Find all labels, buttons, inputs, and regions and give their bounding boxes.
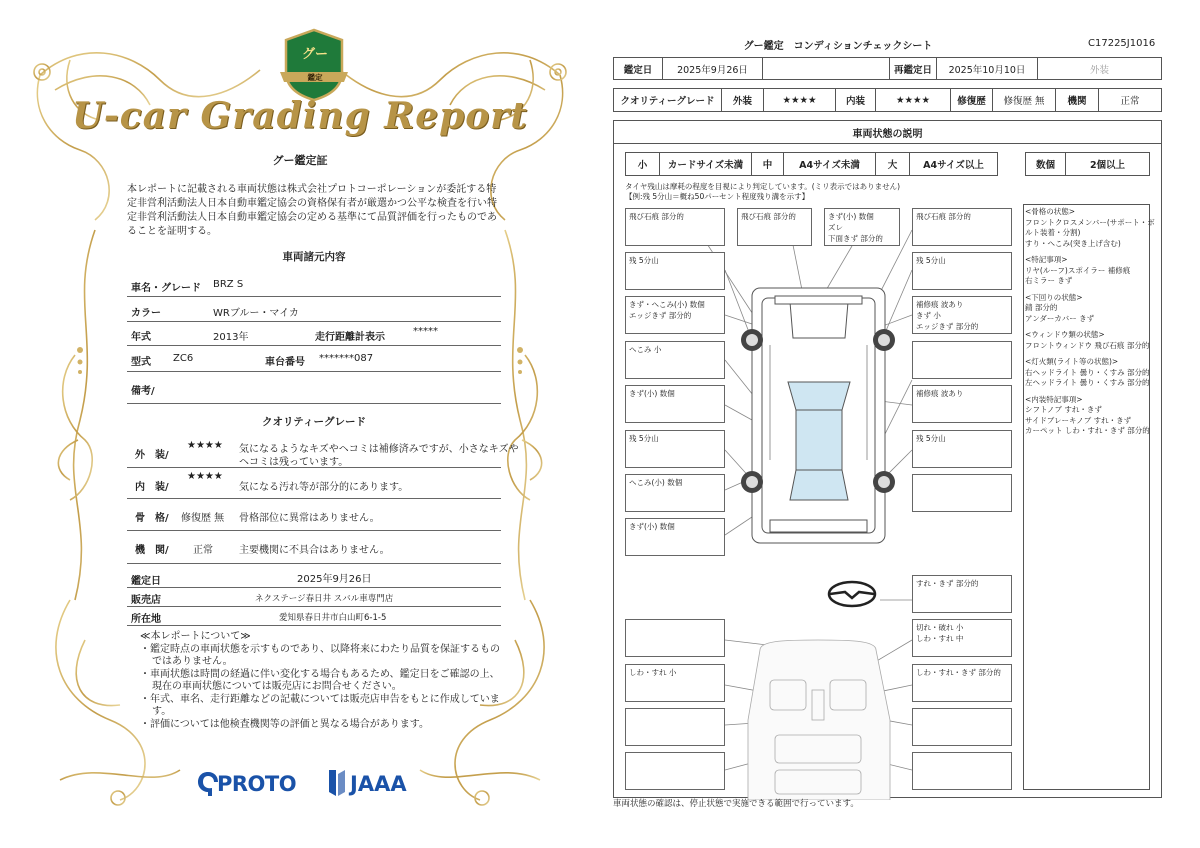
notes-line: シフトノブ すれ・きず bbox=[1025, 405, 1102, 414]
damage-label-front-left bbox=[625, 208, 725, 246]
exterior-desc-1: 気になるようなキズやヘコミは補修済みですが、小さなキズや bbox=[239, 444, 519, 455]
spec-heading: 車両諸元内容 bbox=[282, 251, 346, 263]
q-int-stars: ★★★★ bbox=[876, 89, 951, 111]
damage-text: しわ・すれ・きず 部分的 bbox=[916, 668, 1001, 677]
tire-label-front-right bbox=[912, 252, 1012, 290]
q-repair-value: 修復歴 無 bbox=[993, 89, 1056, 111]
spec-row-color bbox=[127, 297, 501, 322]
notes-interior bbox=[1025, 395, 1161, 437]
report-notes bbox=[140, 631, 500, 731]
exterior-stars: ★★★★ bbox=[187, 440, 223, 451]
spec-row-year bbox=[127, 322, 501, 346]
damage-text: へこみ(小) 数個 bbox=[629, 478, 683, 487]
damage-text: 切れ・破れ 小 bbox=[916, 623, 964, 632]
info-row-address bbox=[127, 607, 501, 626]
color-label: カラー bbox=[131, 308, 161, 319]
damage-text: 残 5分山 bbox=[629, 434, 659, 443]
steering-wheel-icon bbox=[829, 582, 875, 606]
damage-text: きず(小) 数個 bbox=[828, 212, 874, 221]
frame-label: 骨 格/ bbox=[135, 513, 169, 524]
date-value: 2025年9月26日 bbox=[297, 574, 372, 585]
document-number: C17225J1016 bbox=[1088, 38, 1156, 49]
q-repair-label: 修復歴 bbox=[951, 89, 993, 111]
remarks-label: 備考/ bbox=[131, 386, 155, 397]
damage-text: しわ・すれ 中 bbox=[916, 634, 964, 643]
proto-logo: PROTO bbox=[217, 772, 297, 796]
damage-text: 残 5分山 bbox=[629, 256, 659, 265]
year-value: 2013年 bbox=[213, 332, 249, 343]
notes-line: サイドブレーキノブ すれ・きず bbox=[1025, 415, 1132, 425]
damage-text: きず 小 bbox=[916, 311, 941, 320]
damage-label-rear-bumper bbox=[625, 518, 725, 556]
odometer-value: ***** bbox=[413, 326, 438, 337]
spec-row-name bbox=[127, 272, 501, 297]
badge-text: グー bbox=[301, 47, 328, 62]
interior-label-driver-seat bbox=[912, 619, 1012, 657]
size-small-desc: カードサイズ未満 bbox=[660, 153, 752, 175]
interior-label-passenger-seat bbox=[625, 664, 725, 702]
damage-text: きず・へこみ(小) 数個 bbox=[629, 300, 705, 309]
inspection-date-row bbox=[613, 57, 1162, 80]
notes-group-head: <ウィンドウ類の状態> bbox=[1025, 330, 1105, 339]
quality-heading: クオリティーグレード bbox=[262, 416, 366, 428]
jaaa-logo: JAAA bbox=[350, 772, 407, 796]
tire-note: タイヤ残山は摩耗の程度を目視により判定しています。(ミリ表示ではありません) bbox=[625, 182, 901, 191]
damage-label-right-fender bbox=[912, 296, 1012, 334]
notes-underbody bbox=[1025, 293, 1161, 325]
info-row-date bbox=[127, 568, 501, 588]
engine-label: 機 関/ bbox=[135, 545, 169, 556]
note-item: ・評価については他検査機関等の評価と異なる場合があります。 bbox=[140, 718, 429, 730]
damage-text: すれ・きず 部分的 bbox=[916, 579, 979, 588]
interior-label-rear-left bbox=[625, 708, 725, 746]
q-ext-label: 外装 bbox=[722, 89, 764, 111]
notes-special bbox=[1025, 255, 1161, 287]
damage-text: 補修痕 波あり bbox=[916, 389, 964, 398]
year-label: 年式 bbox=[131, 332, 151, 343]
exterior-label: 外 装/ bbox=[135, 450, 169, 461]
damage-label-right-door bbox=[912, 341, 1012, 379]
chassis-label: 車台番号 bbox=[265, 357, 305, 368]
count-label: 数個 bbox=[1026, 153, 1066, 175]
notes-line: 右ヘッドライト 曇り・くすみ 部分的 bbox=[1025, 367, 1150, 377]
note-item: ・車両状態は時間の経過に伴い変化する場合もあるため、鑑定日をご確認の上、現在の車両状態については販売店にお問合せください。 bbox=[140, 668, 500, 692]
damage-text: 残 5分山 bbox=[916, 434, 946, 443]
name-label: 車名・グレード bbox=[131, 283, 201, 294]
notes-line: 左ヘッドライト 曇り・くすみ 部分的 bbox=[1025, 378, 1150, 387]
damage-label-left-fender bbox=[625, 296, 725, 334]
engine-value: 正常 bbox=[193, 545, 213, 556]
certificate-intro: 本レポートに記載される車両状態は株式会社プロトコーポレーションが委託する特定非営利活動法人日本自動車鑑定協会の資格保有者が厳選かつ公平な検査を行い特定非営利活動法人日本自動車鑑定協会の定める基準にて品質評価を行ったものであることを証明する。 bbox=[127, 184, 497, 237]
notes-line: カーペット しわ・すれ・きず 部分的 bbox=[1025, 426, 1150, 435]
reinspect-label: 再鑑定日 bbox=[890, 58, 937, 79]
name-value: BRZ S bbox=[213, 279, 244, 290]
damage-text: 飛び石痕 部分的 bbox=[629, 212, 684, 221]
size-small-label: 小 bbox=[626, 153, 660, 175]
damage-label-front-right bbox=[912, 208, 1012, 246]
frame-desc: 骨格部位に異常はありません。 bbox=[239, 513, 380, 524]
date-label: 鑑定日 bbox=[131, 576, 161, 587]
reinspect-value: 2025年10月10日 bbox=[937, 58, 1038, 79]
goo-badge-icon bbox=[280, 30, 348, 100]
damage-label-left-sill bbox=[625, 385, 725, 423]
spec-row-model bbox=[127, 346, 501, 372]
tire-label-rear-left bbox=[625, 430, 725, 468]
notes-windows bbox=[1025, 330, 1161, 351]
notes-line: 錆 部分的 bbox=[1025, 303, 1058, 312]
q-engine-label: 機関 bbox=[1056, 89, 1099, 111]
notes-group-head: <下回りの状態> bbox=[1025, 292, 1083, 302]
interior-stars: ★★★★ bbox=[187, 471, 223, 482]
script-title: U-car Grading Report bbox=[72, 95, 528, 137]
size-legend bbox=[625, 152, 998, 176]
tire-label-front-left bbox=[625, 252, 725, 290]
quality-row-exterior bbox=[127, 432, 519, 468]
quality-row-interior bbox=[127, 468, 501, 499]
inspect-value: 2025年9月26日 bbox=[663, 58, 763, 79]
damage-text: へこみ 小 bbox=[629, 345, 662, 354]
damage-label-rear-left bbox=[625, 474, 725, 512]
damage-label-steering bbox=[912, 575, 1012, 613]
dealer-label: 販売店 bbox=[131, 595, 161, 606]
car-top-view bbox=[752, 288, 885, 543]
sheet-title: グー鑑定 コンディションチェックシート bbox=[743, 41, 933, 52]
odometer-label: 走行距離計表示 bbox=[315, 332, 385, 343]
note-item: ・鑑定時点の車両状態を示すものであり、以降将来にわたり品質を保証するものではありません。 bbox=[140, 643, 500, 667]
damage-text: エッジきず 部分的 bbox=[916, 322, 979, 331]
interior-label-rear-right bbox=[912, 708, 1012, 746]
damage-text: 残 5分山 bbox=[916, 256, 946, 265]
damage-text: 補修痕 波あり bbox=[916, 300, 964, 309]
interior-diagram bbox=[748, 640, 890, 800]
count-desc: 2個以上 bbox=[1089, 160, 1126, 171]
size-large-desc: A4サイズ以上 bbox=[923, 160, 984, 171]
damage-text: きず(小) 数個 bbox=[629, 522, 675, 531]
damage-text: ズレ bbox=[828, 223, 843, 232]
q-ext-stars: ★★★★ bbox=[764, 89, 836, 111]
side-notes bbox=[1025, 207, 1161, 443]
color-value: WRブルー・マイカ bbox=[213, 308, 299, 319]
interior-label-dash bbox=[625, 619, 725, 657]
damage-label-left-door bbox=[625, 341, 725, 379]
jaaa-logo-icon bbox=[326, 768, 348, 798]
interior-label-trunk-left bbox=[625, 752, 725, 790]
engine-desc: 主要機関に不具合はありません。 bbox=[239, 545, 390, 556]
notes-line: リヤ(ルーフ)スポイラー 補修痕 bbox=[1025, 265, 1131, 275]
badge-ribbon: 鑑定 bbox=[307, 73, 323, 82]
model-label: 型式 bbox=[131, 357, 151, 368]
notes-line: すり・へこみ(突き上げ含む) bbox=[1025, 238, 1121, 248]
frame-value: 修復歴 無 bbox=[181, 513, 225, 524]
notes-lights bbox=[1025, 357, 1161, 389]
notes-line: 右ミラー きず bbox=[1025, 276, 1073, 285]
size-large-label: 大 bbox=[876, 153, 910, 175]
damage-label-right-sill bbox=[912, 385, 1012, 423]
damage-label-front-bumper bbox=[824, 208, 900, 246]
tire-example-note: 【例:残 5分山＝概ね50パーセント程度残り溝を示す】 bbox=[625, 192, 810, 201]
notes-group-head: <特記事項> bbox=[1025, 255, 1068, 264]
damage-label-rear-right bbox=[912, 474, 1012, 512]
notes-line: ルト装着・分割) bbox=[1025, 228, 1081, 237]
q-engine-value: 正常 bbox=[1120, 96, 1140, 107]
interior-label-trunk-right bbox=[912, 752, 1012, 790]
chassis-value: *******087 bbox=[319, 353, 374, 364]
q-int-label: 内装 bbox=[836, 89, 876, 111]
damage-text: 飛び石痕 部分的 bbox=[741, 212, 796, 221]
damage-text: きず(小) 数個 bbox=[629, 389, 675, 398]
notes-line: フロントウィンドウ 飛び石痕 部分的 bbox=[1025, 340, 1150, 350]
note-item: ・年式、車名、走行距離などの記載については販売店申告をもとに作成しています。 bbox=[140, 693, 500, 717]
address-value: 愛知県春日井市白山町6-1-5 bbox=[279, 613, 387, 623]
damage-text: しわ・すれ 小 bbox=[629, 668, 677, 677]
model-value: ZC6 bbox=[173, 353, 194, 364]
notes-group-head: <骨格の状態> bbox=[1025, 207, 1076, 216]
interior-desc: 気になる汚れ等が部分的にあります。 bbox=[239, 482, 409, 493]
certificate-subtitle: グー鑑定証 bbox=[272, 154, 328, 167]
inspect-blank bbox=[763, 58, 890, 79]
exterior-desc-2: ヘコミは残っています。 bbox=[239, 457, 349, 468]
notes-frame bbox=[1025, 207, 1161, 249]
notes-group-head: <灯火類(ライト等の状態)> bbox=[1025, 357, 1119, 366]
size-mid-label: 中 bbox=[752, 153, 784, 175]
quality-row-engine bbox=[127, 531, 501, 564]
notes-line: フロントクロスメンバー(サポート・ボ bbox=[1025, 217, 1155, 227]
tire-label-rear-right bbox=[912, 430, 1012, 468]
quality-grade-row bbox=[613, 88, 1162, 112]
info-row-dealer bbox=[127, 588, 501, 607]
inspect-label: 鑑定日 bbox=[614, 58, 663, 79]
interior-label: 内 装/ bbox=[135, 482, 169, 493]
notes-group-head: <内装特記事項> bbox=[1025, 394, 1083, 404]
spec-row-remarks bbox=[127, 372, 501, 404]
damage-text: エッジきず 部分的 bbox=[629, 311, 692, 320]
notes-heading: ≪本レポートについて≫ bbox=[140, 631, 251, 642]
q-label: クオリティーグレード bbox=[614, 89, 722, 111]
count-legend bbox=[1025, 152, 1150, 176]
exterior-tab: 外装 bbox=[1089, 64, 1109, 76]
damage-label-windshield bbox=[737, 208, 812, 246]
quality-row-frame bbox=[127, 499, 501, 531]
interior-label-console bbox=[912, 664, 1012, 702]
notes-line: アンダーカバー きず bbox=[1025, 313, 1095, 323]
damage-text: 飛び石痕 部分的 bbox=[916, 212, 971, 221]
state-heading: 車両状態の説明 bbox=[614, 121, 1161, 144]
size-mid-desc: A4サイズ未満 bbox=[784, 153, 876, 175]
damage-text: 下面きず 部分的 bbox=[828, 234, 883, 243]
dealer-value: ネクステージ春日井 スバル車専門店 bbox=[255, 594, 394, 604]
sheet-footer-note: 車両状態の確認は、停止状態で実施できる範囲で行っています。 bbox=[613, 799, 859, 809]
address-label: 所在地 bbox=[131, 614, 161, 625]
